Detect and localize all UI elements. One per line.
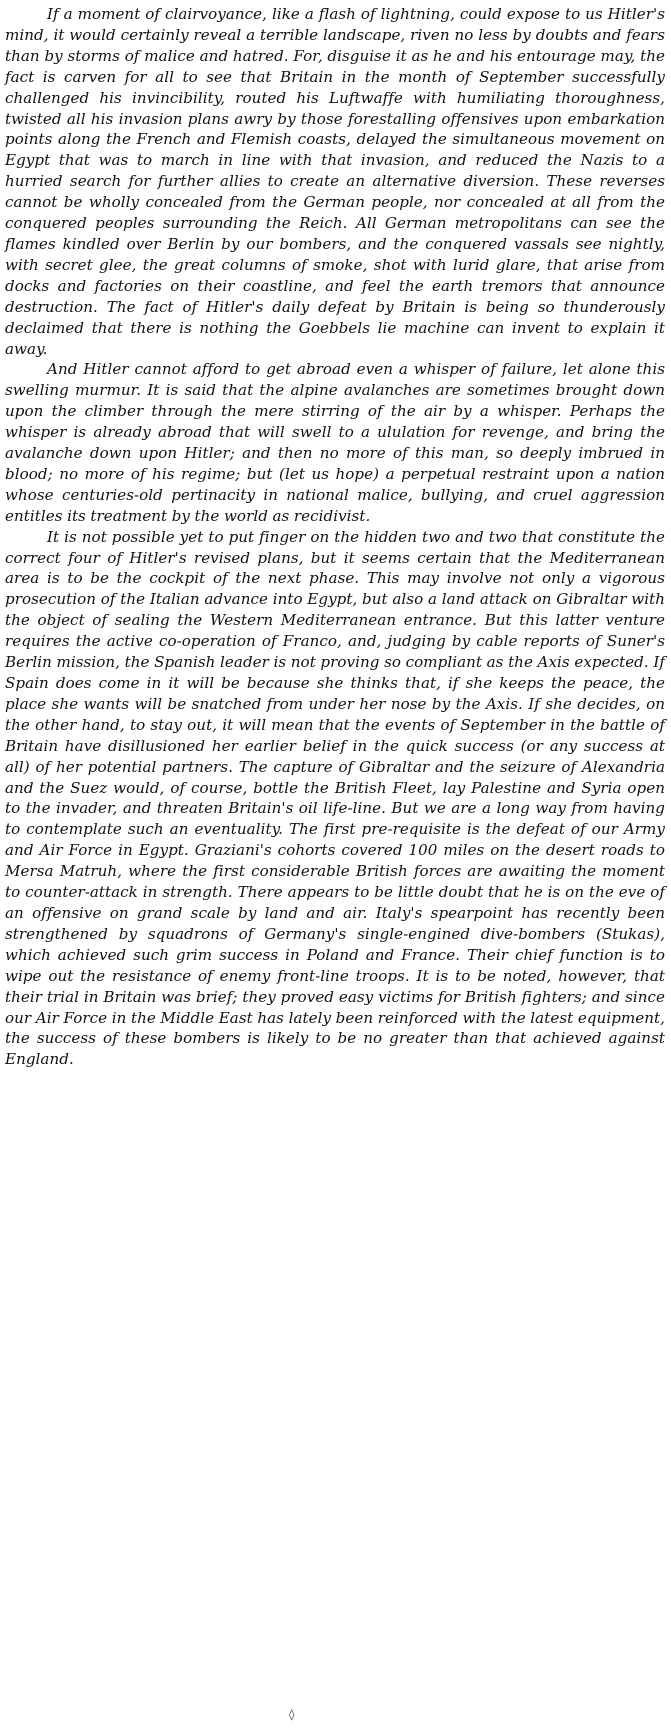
- paragraph-3: It is not possible yet to put finger on the hidden two and two that constitute the correct four of Hitler's revised plans, but it seems certain that the Mediterranean area is to be the cockpit of the next phase. This may involve not only a vigorous prosecution of the Italian advance into Egypt, but also a land attack on Gibraltar with the object of sealing the Western Mediterranean entrance. But this latter venture requires the active co-operation of Franco, and, judging by cable reports of Suner's Berlin mission, the Spanish leader is not proving so compliant as the Axis expected. If Spain does come in it will be because she thinks that, if she keeps the peace, the place she wants will be snatched from under her nose by the Axis. If she decides, on the other hand, to stay out, it will mean that the events of September in the battle of Britain have disillusioned her earlier belief in the quick success (or any success at all) of her potential partners. The capture of Gibraltar and the seizure of Alexandria and the Suez would, of course, bottle the British Fleet, lay Palestine and Syria open to the invader, and threaten Britain's oil life-line. But we are a long way from having to contemplate such an eventuality. The first pre-requisite is the defeat of our Army and Air Force in Egypt. Graziani's cohorts covered 100 miles on the desert roads to Mersa Matruh, where the first considerable British forces are awaiting the moment to counter-attack in strength. There appears to be little doubt that he is on the eve of an offensive on grand scale by land and air. Italy's spearpoint has recently been strengthened by squadrons of Germany's single-engined dive-bombers (Stukas), which achieved such grim success in Poland and France. Their chief function is to wipe out the resistance of enemy front-line troops. It is to be noted, however, that their trial in Britain was brief; they proved easy victims for British fighters; and since our Air Force in the Middle East has lately been reinforced with the latest equipment, the success of these bombers is likely to be no greater than that achieved against England.: [5, 527, 665, 1069]
- paragraph-1: If a moment of clairvoyance, like a flash of lightning, could expose to us Hitler's mind, it would certainly reveal a terrible landscape, riven no less by doubts and fears than by storms of malice and hatred. For, disguise it as he and his entourage may, the fact is carven for all to see that Britain in the month of September successfully challenged his invincibility, routed his Luftwaffe with humiliating thoroughness, twisted all his invasion plans awry by those forestalling offensives upon embarkation points along the French and Flemish coasts, delayed the simultaneous movement on Egypt that was to march in line with that invasion, and reduced the Nazis to a hurried search for further allies to create an alternative diversion. These reverses cannot be wholly concealed from the German people, nor concealed at all from the conquered peoples surrounding the Reich. All German metropolitans can see the flames kindled over Berlin by our bombers, and the conquered vassals see nightly, with secret glee, the great columns of smoke, shot with lurid glare, that arise from docks and factories on their coastline, and feel the earth tremors that announce destruction. The fact of Hitler's daily defeat by Britain is being so thunderously declaimed that there is nothing the Goebbels lie machine can invent to explain it away.: [5, 5, 665, 358]
- page-mark: ◊: [289, 1708, 295, 1721]
- article-text: [5, 4, 665, 1070]
- paragraph-2: And Hitler cannot afford to get abroad even a whisper of failure, let alone this swelling murmur. It is said that the alpine avalanches are sometimes brought down upon the climber through the mere stirring of the air by a whisper. Perhaps the whisper is already abroad that will swell to a ululation for revenge, and bring the avalanche down upon Hitler; and then no more of this man, so deeply imbrued in blood; no more of his regime; but (let us hope) a perpetual restraint upon a nation whose centuries-old pertinacity in national malice, bullying, and cruel aggression entitles its treatment by the world as recidivist.: [5, 360, 665, 525]
